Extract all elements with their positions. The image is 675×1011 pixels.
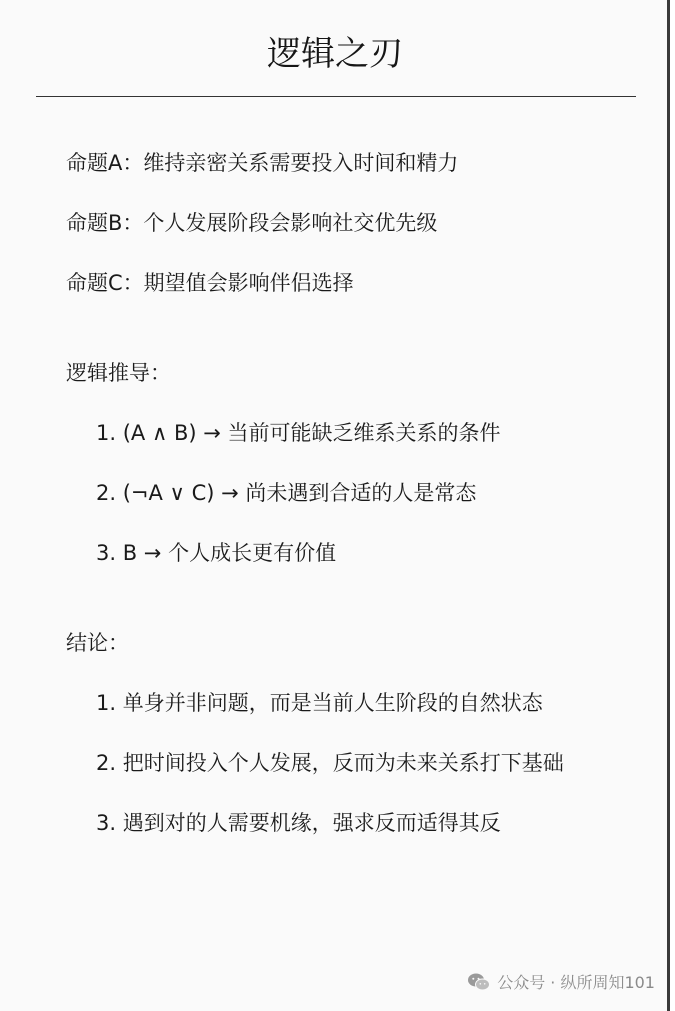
- conclusion-heading: 结论：: [66, 631, 129, 655]
- proposition-b: 命题B：个人发展阶段会影响社交优先级: [66, 211, 438, 235]
- page-title: 逻辑之刃: [267, 34, 403, 74]
- proposition-c: 命题C：期望值会影响伴侣选择: [66, 271, 354, 295]
- derivation-item-1: 1. (A ∧ B) → 当前可能缺乏维系关系的条件: [96, 421, 501, 445]
- proposition-a: 命题A：维持亲密关系需要投入时间和精力: [66, 151, 459, 175]
- derivation-item-2: 2. (¬A ∨ C) → 尚未遇到合适的人是常态: [96, 481, 477, 505]
- conclusion-item-2: 2. 把时间投入个人发展，反而为未来关系打下基础: [96, 751, 564, 775]
- title-divider: [36, 96, 636, 97]
- wechat-icon: [467, 972, 491, 992]
- watermark-text: 公众号 · 纵所周知101: [497, 973, 655, 992]
- derivation-item-3: 3. B → 个人成长更有价值: [96, 541, 337, 565]
- conclusion-item-1: 1. 单身并非问题，而是当前人生阶段的自然状态: [96, 691, 543, 715]
- conclusion-item-3: 3. 遇到对的人需要机缘，强求反而适得其反: [96, 811, 501, 835]
- derivation-heading: 逻辑推导：: [66, 361, 171, 385]
- watermark: [467, 970, 655, 993]
